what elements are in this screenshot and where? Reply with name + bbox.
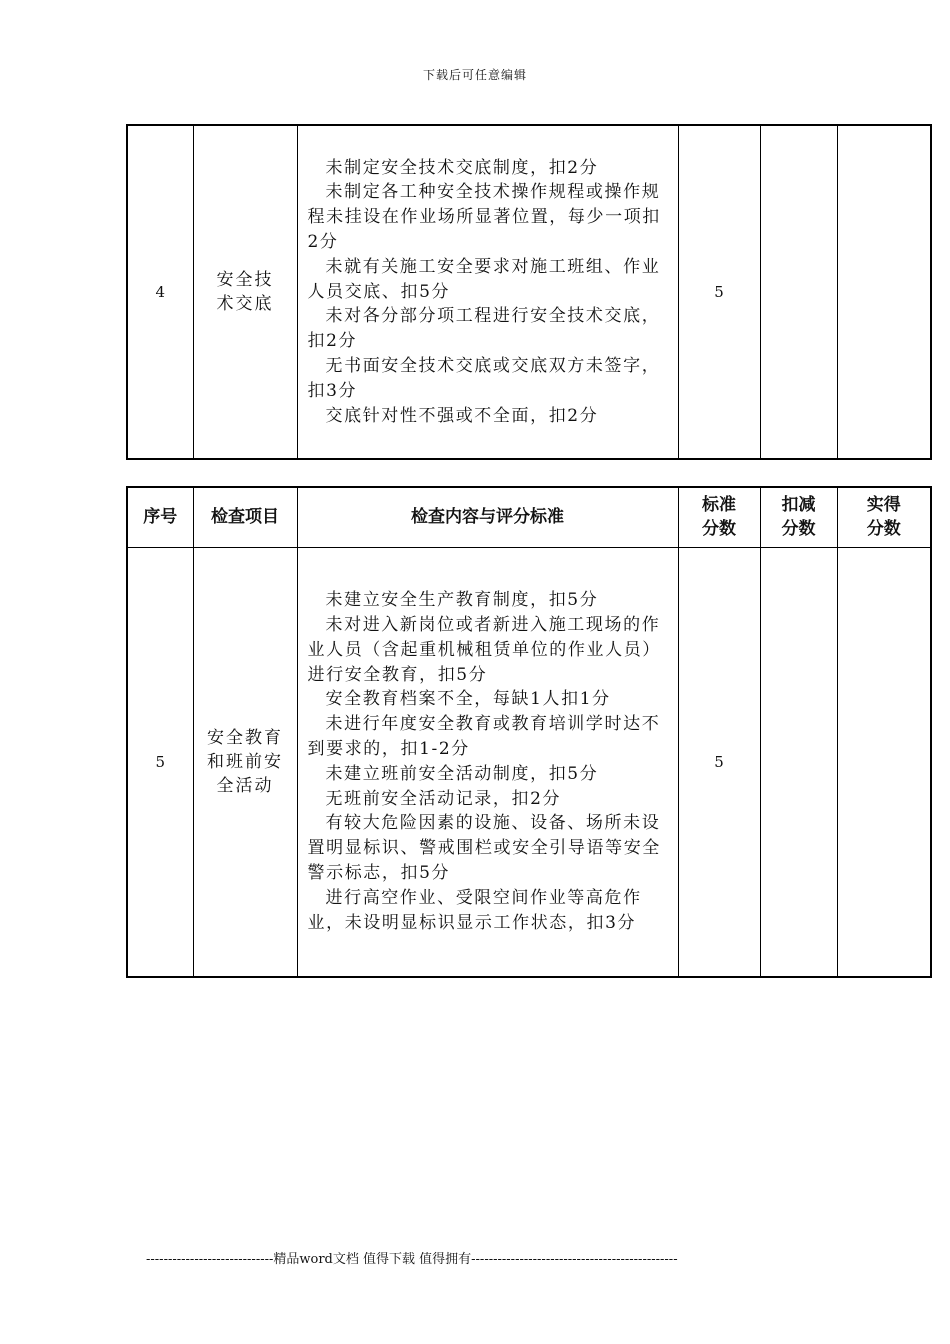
header-content: 检查内容与评分标准: [297, 487, 678, 547]
page-footer: -----------------------------精品word文档 值得下载 值得拥有-----------------------------------------------: [146, 1252, 678, 1267]
page-header: 下载后可任意编辑: [422, 68, 527, 82]
table-row: [127, 547, 931, 977]
header-no: 序号: [127, 487, 193, 547]
header-actual: [837, 487, 931, 547]
check-item-line: 和班前安: [207, 751, 283, 772]
criterion: 安全教育档案不全，每缺1人扣1分: [325, 689, 611, 710]
criterion: 未建立班前安全活动制度，扣5分: [325, 763, 599, 784]
check-item-line: 术交底: [216, 294, 274, 314]
deducted-score: [760, 125, 837, 459]
check-item: [193, 125, 297, 459]
criterion: 未制定安全技术交底制度，扣2分: [325, 157, 599, 178]
criteria-cell: [297, 125, 678, 459]
header-line: 扣减: [781, 495, 816, 516]
criterion: 未对各分部分项工程进行安全技术交底，扣2分: [307, 306, 661, 352]
header-line: 实得: [866, 495, 901, 516]
header-standard: [678, 487, 760, 547]
criterion: 未对进入新岗位或者新进入施工现场的作业人员（含起重机械租赁单位的作业人员）进行安全教育，扣5分: [307, 614, 661, 685]
check-item: [193, 547, 297, 977]
actual-score: [837, 547, 931, 977]
criterion: 未进行年度安全教育或教育培训学时达不到要求的，扣1-2分: [307, 714, 661, 759]
deducted-score: [760, 547, 837, 977]
criterion: 未就有关施工安全要求对施工班组、作业人员交底、扣5分: [307, 256, 661, 302]
criterion: 未建立安全生产教育制度，扣5分: [325, 590, 599, 611]
table-header-row: [127, 487, 931, 547]
standard-score: 5: [678, 125, 760, 459]
check-item-line: 全活动: [216, 775, 274, 796]
criterion: 有较大危险因素的设施、设备、场所未设置明显标识、警戒围栏或安全引导语等安全警示标志，扣5分: [307, 813, 661, 883]
check-item-line: 安全技: [216, 270, 274, 290]
criterion: 交底针对性不强或不全面，扣2分: [325, 405, 599, 426]
criterion: 未制定各工种安全技术操作规程或操作规程未挂设在作业场所显著位置，每少一项扣2分: [307, 182, 661, 252]
header-line: 分数: [702, 519, 736, 540]
criterion: 无书面安全技术交底或交底双方未签字，扣3分: [307, 355, 661, 401]
section-4-table: [126, 124, 932, 460]
section-5-table: [126, 486, 932, 978]
header-deduct: [760, 487, 837, 547]
row-number: 4: [127, 125, 193, 459]
criterion: 无班前安全活动记录，扣2分: [325, 788, 562, 809]
check-item-line: 安全教育: [207, 727, 283, 748]
standard-score: 5: [678, 547, 760, 977]
actual-score: [837, 125, 931, 459]
criterion: 进行高空作业、受限空间作业等高危作业，未设明显标识显示工作状态，扣3分: [307, 887, 642, 933]
row-number: 5: [127, 547, 193, 977]
table-row: [127, 125, 931, 459]
header-line: 分数: [866, 519, 901, 540]
criteria-cell: [297, 547, 678, 977]
header-line: 标准: [702, 495, 736, 516]
header-item: 检查项目: [193, 487, 297, 547]
header-line: 分数: [781, 519, 816, 540]
